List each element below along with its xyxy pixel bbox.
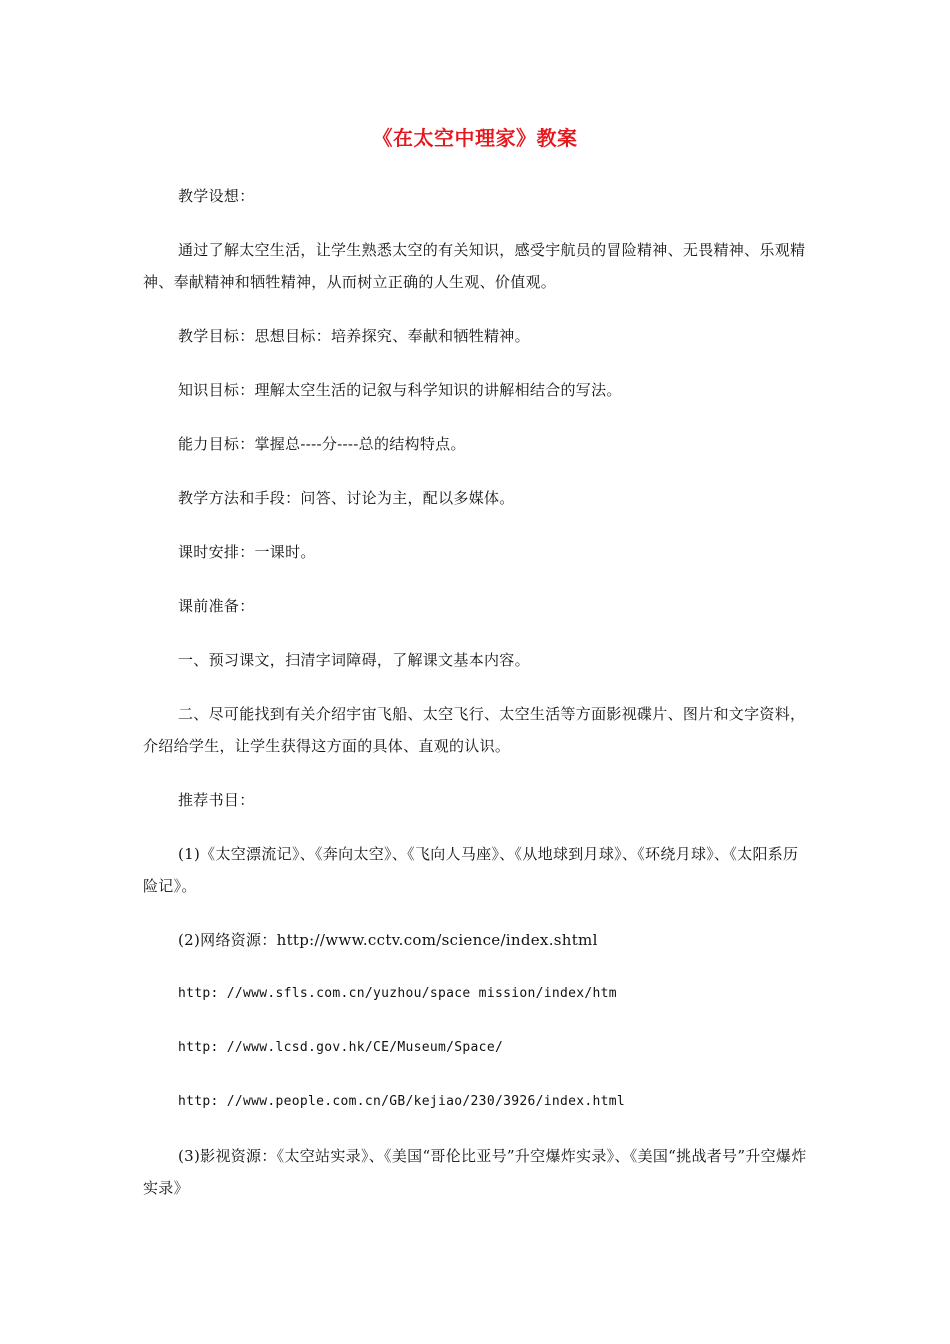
paragraph-preparation-2: 二、尽可能找到有关介绍宇宙飞船、太空飞行、太空生活等方面影视碟片、图片和文字资料，介绍给学生，让学生获得这方面的具体、直观的认识。 (143, 705, 806, 755)
paragraph-recommended-books: (1)《太空漂流记》、《奔向太空》、《飞向人马座》、《从地球到月球》、《环绕月球》、《太阳系历险记》。 (143, 845, 799, 895)
paragraph-class-schedule: 课时安排：一课时。 (178, 543, 316, 561)
paragraph-ability-goals: 能力目标：掌握总----分----总的结构特点。 (178, 435, 466, 453)
link-people: http: //www.people.com.cn/GB/kejiao/230/3926/index.html (178, 1094, 625, 1109)
paragraph-web-resources: (2)网络资源：http://www.cctv.com/science/index.shtml (178, 931, 598, 949)
paragraph-preparation-heading: 课前准备： (178, 597, 255, 615)
paragraph-knowledge-goals: 知识目标：理解太空生活的记叙与科学知识的讲解相结合的写法。 (178, 381, 622, 399)
paragraph-teaching-concept: 通过了解太空生活，让学生熟悉太空的有关知识，感受宇航员的冒险精神、无畏精神、乐观精神、奉献精神和牺牲精神，从而树立正确的人生观、价值观。 (143, 241, 806, 291)
paragraph-recommended-heading: 推荐书目： (178, 791, 255, 809)
paragraph-teaching-methods: 教学方法和手段：问答、讨论为主，配以多媒体。 (178, 489, 515, 507)
document-body (143, 180, 808, 1226)
link-lcsd: http: //www.lcsd.gov.hk/CE/Museum/Space/ (178, 1040, 504, 1055)
paragraph-preparation-1: 一、预习课文，扫清字词障碍，了解课文基本内容。 (178, 651, 530, 669)
paragraph-teaching-goals: 教学目标：思想目标：培养探究、奉献和牺牲精神。 (178, 327, 530, 345)
paragraph-teaching-concept-heading: 教学设想： (178, 187, 255, 205)
link-sfls: http: //www.sfls.com.cn/yuzhou/space mission/index/htm (178, 986, 617, 1001)
paragraph-video-resources: (3)影视资源：《太空站实录》、《美国“哥伦比亚号”升空爆炸实录》、《美国“挑战者号”升空爆炸实录》 (143, 1147, 807, 1197)
document-title: 《在太空中理家》教案 (372, 126, 578, 150)
